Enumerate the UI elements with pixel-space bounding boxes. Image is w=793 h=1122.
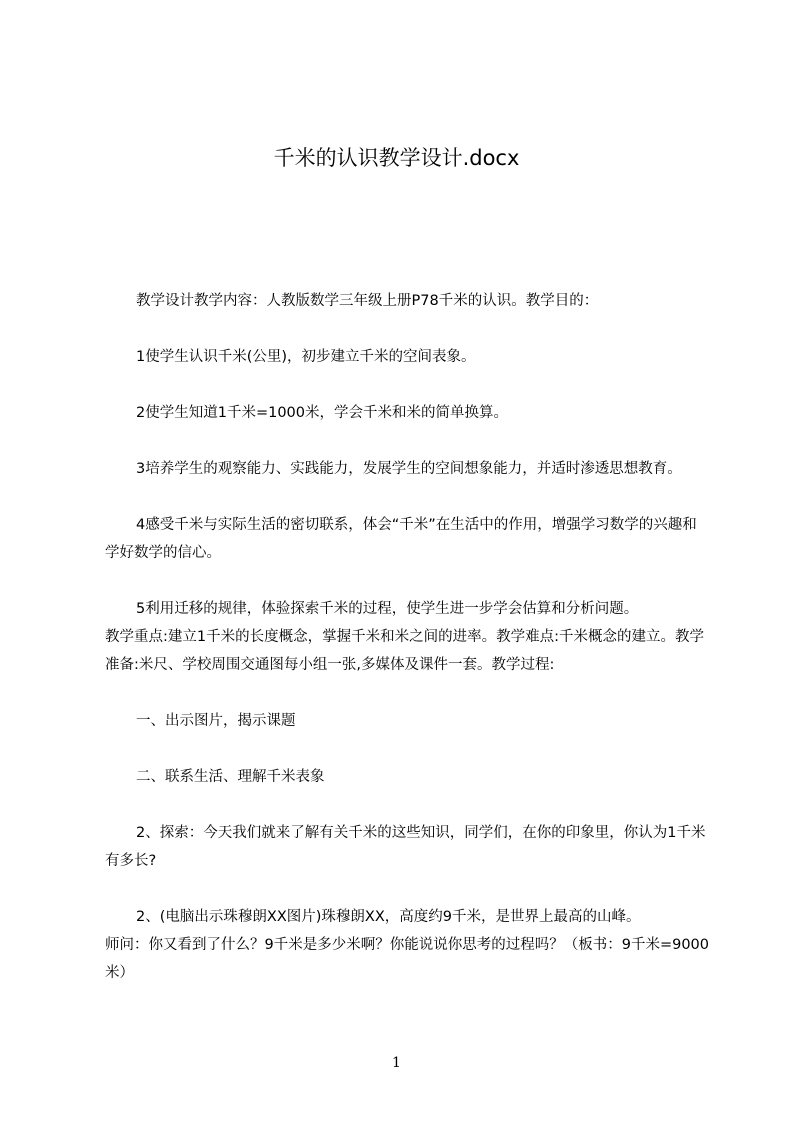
paragraph-section-two: 二、联系生活、理解千米表象 [136,769,325,785]
paragraph-everest: 2、(电脑出示珠穆朗XX图片)珠穆朗XX，高度约9千米，是世界上最高的山峰。 [136,909,641,925]
paragraph-objective-4: 4感受千米与实际生活的密切联系，体会“千米”在生活中的作用，增强学习数学的兴趣和学好数学的信心。 [105,517,697,561]
paragraph-objective-5: 5利用迁移的规律，体验探索千米的过程，使学生进一步学会估算和分析问题。 [136,601,639,617]
document-body [105,287,710,1015]
page-number: 1 [392,1055,401,1071]
paragraph-key-points: 教学重点:建立1千米的长度概念，掌握千米和米之间的进率。教学难点:千米概念的建立。教学准备:米尺、学校周围交通图每小组一张,多媒体及课件一套。教学过程: [105,629,704,673]
paragraph-section-one: 一、出示图片，揭示课题 [136,713,296,729]
paragraph-teaching-content: 教学设计教学内容：人教版数学三年级上册P78千米的认识。教学目的： [136,293,599,309]
paragraph-objective-1: 1使学生认识千米(公里)，初步建立千米的空间表象。 [136,349,476,365]
paragraph-objective-2: 2使学生知道1千米=1000米，学会千米和米的简单换算。 [136,405,508,421]
document-title: 千米的认识教学设计.docx [273,146,520,170]
paragraph-explore: 2、探索：今天我们就来了解有关千米的这些知识，同学们，在你的印象里，你认为1千米有多长? [105,825,706,869]
paragraph-objective-3: 3培养学生的观察能力、实践能力，发展学生的空间想象能力，并适时渗透思想教育。 [136,461,682,477]
paragraph-teacher-question: 师问：你又看到了什么？9千米是多少米啊？你能说说你思考的过程吗？（板书：9千米=9000米） [105,937,709,981]
